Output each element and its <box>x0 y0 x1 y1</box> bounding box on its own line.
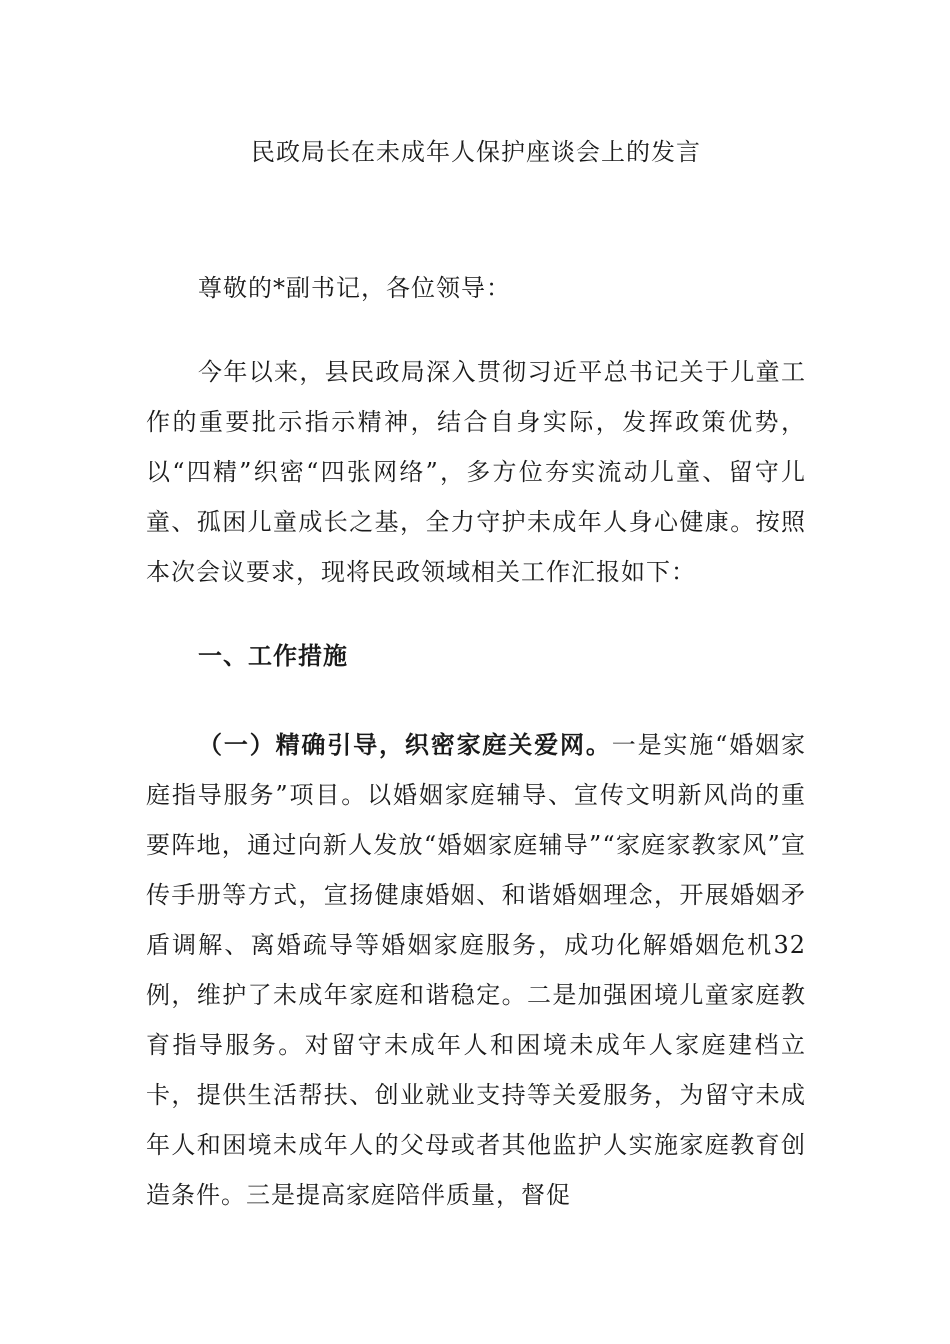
section-heading: 一、工作措施 <box>198 642 348 670</box>
subsection-paragraph <box>146 720 806 1220</box>
document-title: 民政局长在未成年人保护座谈会上的发言 <box>251 138 701 166</box>
intro-paragraph: 今年以来，县民政局深入贯彻习近平总书记关于儿童工作的重要批示指示精神，结合自身实际，发挥政策优势，以“四精”织密“四张网络”，多方位夯实流动儿童、留守儿童、孤困儿童成长之基，全力守护未成年人身心健康。按照本次会议要求，现将民政领域相关工作汇报如下： <box>146 358 806 586</box>
salutation: 尊敬的*副书记，各位领导： <box>198 274 511 302</box>
subsection-body: 一是实施“婚姻家庭指导服务”项目。以婚姻家庭辅导、宣传文明新风尚的重要阵地，通过向新人发放“婚姻家庭辅导”“家庭家教家风”宣传手册等方式，宣扬健康婚姻、和谐婚姻理念，开展婚姻矛盾调解、离婚疏导等婚姻家庭服务，成功化解婚姻危机32例，维护了未成年家庭和谐稳定。二是加强困境儿童家庭教育指导服务。对留守未成年人和困境未成年人家庭建档立卡，提供生活帮扶、创业就业支持等关爱服务，为留守未成年人和困境未成年人的父母或者其他监护人实施家庭教育创造条件。三是提高家庭陪伴质量，督促 <box>146 731 806 1209</box>
subsection-lead: （一）精确引导，织密家庭关爱网。 <box>198 731 612 759</box>
